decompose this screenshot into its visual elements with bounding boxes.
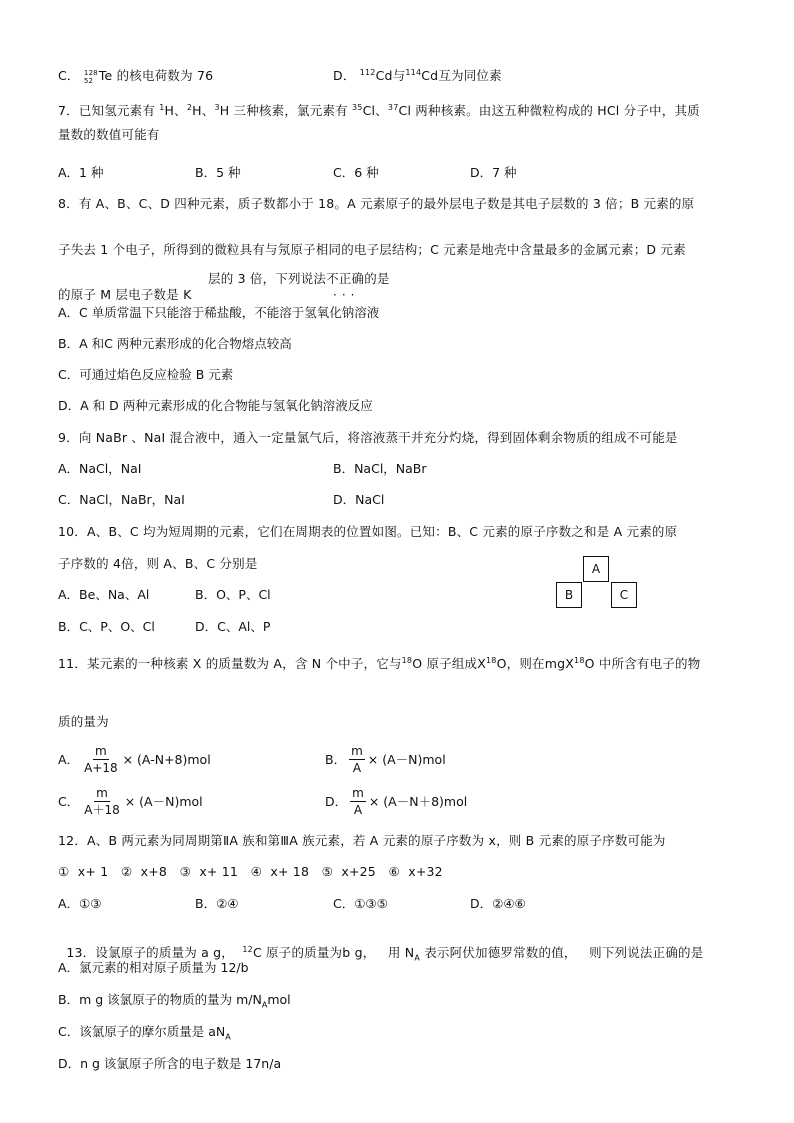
cell-c: C: [611, 582, 637, 608]
q12-choices: ① x+ 1 ② x+8 ③ x+ 11 ④ x+ 18 ⑤ x+25 ⑥ x+32: [58, 864, 443, 879]
subscript: A: [225, 1032, 231, 1042]
mass-number: 37: [387, 102, 399, 112]
option-label: D．: [325, 793, 348, 809]
element-symbol: Cd: [375, 68, 393, 83]
q8-option-a: A．C 单质常温下只能溶于稀盐酸，不能溶于氢氧化钠溶液: [58, 305, 380, 320]
separator: 、: [375, 103, 388, 118]
denominator: A: [352, 761, 362, 775]
fraction: [350, 786, 366, 817]
emphasis-dots: ···: [333, 288, 360, 302]
mass-number: 18: [401, 655, 413, 665]
stem-text: O 中所含有电子的物: [584, 656, 701, 671]
q11-option-c: [58, 786, 203, 817]
denominator: A: [353, 803, 363, 817]
q8-stem-line2: 子失去 1 个电子，所得到的微粒具有与氖原子相同的电子层结构；C 元素是地壳中含量最多的金属元素；D 元素: [58, 242, 686, 257]
mass-number: 114: [405, 67, 422, 77]
stem-text: C 原子的质量为b g， 用 N: [252, 945, 415, 960]
q8-option-b: B．A 和C 两种元素形成的化合物熔点较高: [58, 336, 292, 351]
connector-text: 与: [392, 68, 406, 83]
q6-option-d: [333, 68, 502, 84]
element-symbol: Cd: [421, 68, 439, 83]
q11-stem-line2: 质的量为: [58, 714, 109, 729]
mass-number: 18: [574, 655, 585, 665]
stem-text: 两种核素。由这五种微粒构成的 HCl 分子中，其质: [411, 103, 700, 118]
denominator: A+18: [84, 761, 118, 775]
stem-text: 13．设氯原子的质量为 a g，: [66, 945, 243, 960]
stem-text: 11．某元素的一种核素 X 的质量数为 A，含 N 个中子，它与: [58, 656, 402, 671]
option-label: C．: [58, 68, 80, 83]
q9-stem: 9．向 NaBr 、NaI 混合液中，通入一定量氯气后，将溶液蒸干并充分灼烧，得到固体剩余物质的组成不可能是: [58, 430, 678, 445]
q12-stem: 12．A、B 两元素为同周期第ⅡA 族和第ⅢA 族元素，若 A 元素的原子序数为 x，则 B 元素的原子序数可能为: [58, 833, 666, 848]
q13-option-d: D．n g 该氯原子所含的电子数是 17n/a: [58, 1056, 282, 1071]
q6-option-c: [58, 68, 213, 85]
stem-text: 7．已知氢元素有: [58, 103, 160, 118]
option-label: D．: [333, 68, 356, 83]
q7-option-a: A．1 种: [58, 165, 104, 180]
mass-number: 3: [214, 102, 220, 112]
q10-option-b: B．O、P、Cl: [195, 587, 271, 602]
q13-option-b: [58, 992, 291, 1008]
q10-stem-line1: 10．A、B、C 均为短周期的元素，它们在周期表的位置如图。已知：B、C 元素的原子序数之和是 A 元素的原: [58, 524, 678, 539]
cell-b: B: [556, 582, 582, 608]
unit-text: mol: [267, 992, 291, 1007]
q10-option-c: B．C、P、O、Cl: [58, 619, 155, 634]
option-label: C．: [58, 793, 80, 809]
q12-option-b: B．②④: [195, 896, 239, 911]
stem-text: O，则在mgX: [496, 656, 575, 671]
denominator: A＋18: [84, 803, 120, 817]
element-symbol: Te: [98, 68, 113, 83]
subscript: A: [261, 1000, 268, 1010]
mass-number: 12: [242, 944, 253, 954]
mass-number: 112: [359, 67, 376, 77]
q10-option-d: D．C、Al、P: [195, 619, 271, 634]
element-symbol: Cl: [398, 103, 412, 118]
q8-option-d: D．A 和 D 两种元素形成的化合物能与氢氧化钠溶液反应: [58, 398, 373, 413]
element-symbol: H: [164, 103, 175, 118]
q9-option-a: A．NaCl，NaI: [58, 461, 142, 476]
mass-number: 35: [352, 102, 363, 112]
separator: 、: [174, 103, 187, 118]
q11-option-b: [325, 744, 446, 775]
q7-stem-line2: 量数的数值可能有: [58, 127, 160, 142]
subscript: A: [414, 953, 421, 963]
q12-option-c: C．①③⑤: [333, 896, 388, 911]
q9-option-d: D．NaCl: [333, 492, 385, 507]
option-text: × (A－N)mol: [367, 751, 446, 767]
te-isotope: [84, 68, 113, 85]
q8-stem-line1: 8．有 A、B、C、D 四种元素，质子数都小于 18。A 元素原子的最外层电子数是其电子层数的 3 倍；B 元素的原: [58, 196, 695, 211]
q11-stem-line1: [58, 656, 700, 672]
option-text: × (A-N+8)mol: [122, 751, 211, 767]
numerator: m: [352, 786, 364, 800]
mass-number: 128: [83, 68, 98, 77]
numerator: m: [96, 786, 108, 800]
option-text: 的核电荷数为 76: [116, 68, 214, 83]
q7-option-b: B．5 种: [195, 165, 241, 180]
element-symbol: H: [192, 103, 202, 118]
fraction: [82, 744, 120, 775]
stem-text: 表示阿伏加德罗常数的值， 则下列说法正确的是: [420, 945, 704, 960]
option-text: × (A－N)mol: [124, 793, 203, 809]
option-label: A．: [58, 751, 80, 767]
numerator: m: [351, 744, 363, 758]
q9-option-b: B．NaCl，NaBr: [333, 461, 427, 476]
mass-number: 18: [486, 655, 497, 665]
q8-option-c: C．可通过焰色反应检验 B 元素: [58, 367, 234, 382]
separator: 、: [201, 103, 215, 118]
fraction: [82, 786, 121, 817]
stem-text: O 原子组成X: [412, 656, 487, 671]
stem-text: 三种核素，氯元素有: [229, 103, 353, 118]
q13-stem: [58, 929, 703, 961]
mass-number: 1: [159, 102, 165, 112]
option-label: B．: [325, 751, 347, 767]
q7-option-c: C．6 种: [333, 165, 379, 180]
q8-stem-line4: 的原子 M 层电子数是 K: [58, 287, 192, 302]
q10-option-a: A．Be、Na、Al: [58, 587, 150, 602]
q7-option-d: D．7 种: [470, 165, 517, 180]
q13-option-c: [58, 1024, 231, 1040]
q10-stem-line2: 子序数的 4倍，则 A、B、C 分别是: [58, 556, 258, 571]
q9-option-c: C．NaCl，NaBr，NaI: [58, 492, 185, 507]
option-text: × (A－N＋8)mol: [368, 793, 468, 809]
q12-option-d: D．②④⑥: [470, 896, 526, 911]
q11-option-a: [58, 744, 211, 775]
q7-stem-line1: [58, 103, 700, 119]
numerator: m: [94, 744, 107, 758]
cell-a: A: [583, 556, 609, 582]
q13-option-a: A．氯元素的相对原子质量为 12/b: [58, 960, 249, 975]
q11-option-d: [325, 786, 467, 817]
option-text: 互为同位素: [438, 68, 502, 83]
mass-number: 2: [186, 102, 193, 112]
element-symbol: Cl: [362, 103, 376, 118]
q12-option-a: A．①③: [58, 896, 102, 911]
fraction: [349, 744, 365, 775]
element-symbol: H: [219, 103, 230, 118]
option-text: C．该氯原子的摩尔质量是 aN: [58, 1024, 226, 1039]
option-text: B．m g 该氯原子的物质的量为 m/N: [58, 992, 262, 1007]
atomic-number: 52: [83, 76, 94, 85]
q8-stem-line3: 层的 3 倍，下列说法不正确的是: [208, 271, 390, 286]
